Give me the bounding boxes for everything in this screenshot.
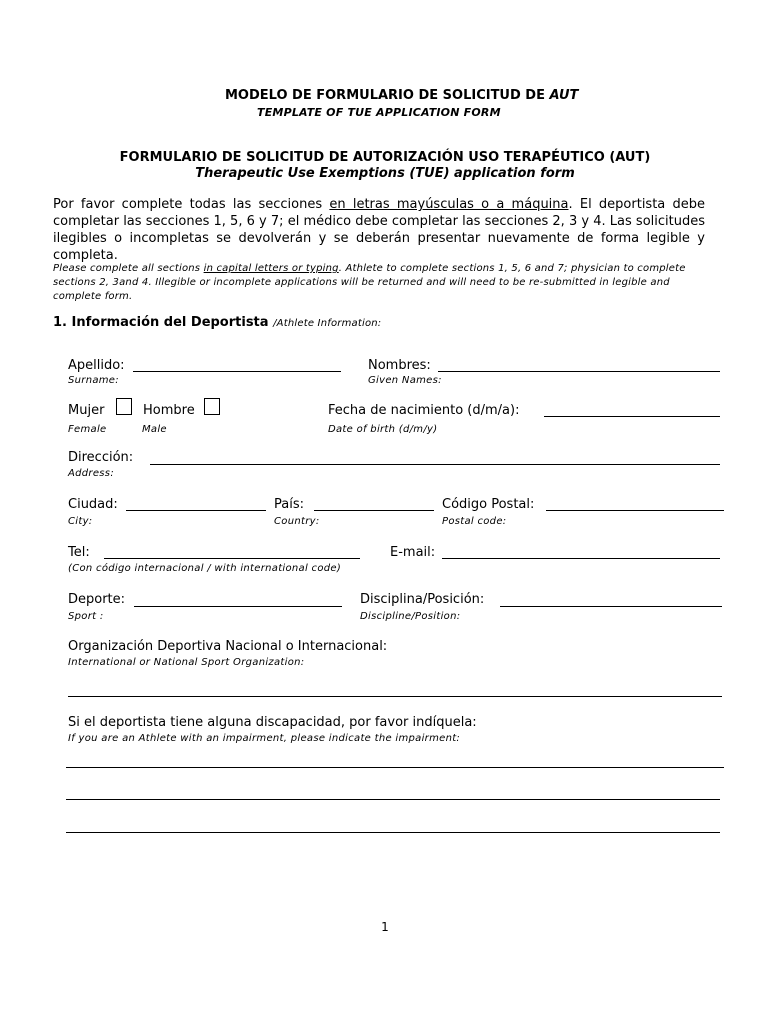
postal-code-label: Código Postal:	[442, 497, 535, 512]
section-1-heading-text: 1. Información del Deportista	[53, 315, 269, 330]
given-names-label: Nombres:	[368, 358, 431, 373]
sport-label-en: Sport :	[68, 611, 104, 622]
address-label-en: Address:	[68, 468, 114, 479]
city-field[interactable]	[126, 510, 266, 511]
country-label-en: Country:	[274, 516, 320, 527]
discipline-label-en: Discipline/Position:	[360, 611, 461, 622]
surname-label-en: Surname:	[68, 375, 119, 386]
phone-label: Tel:	[68, 545, 90, 560]
surname-label: Apellido:	[68, 358, 125, 373]
phone-label-en: (Con código internacional / with international code)	[68, 563, 342, 574]
country-label: País:	[274, 497, 304, 512]
impairment-field-line-1[interactable]	[66, 767, 724, 768]
surname-field[interactable]	[133, 371, 341, 372]
sport-organization-field[interactable]	[68, 696, 722, 697]
postal-code-label-en: Postal code:	[442, 516, 507, 527]
address-label: Dirección:	[68, 450, 134, 465]
male-label-en: Male	[142, 424, 167, 435]
female-label: Mujer	[68, 403, 105, 418]
form-title-es: FORMULARIO DE SOLICITUD DE AUTORIZACIÓN USO TERAPÉUTICO (AUT)	[119, 150, 651, 165]
intro-en-part2: . Athlete to complete sections 1, 5, 6 and 7; physician to complete sections 2, 3and 4. Illegible or incomplete applications will be returned and will need to be re-submitted in legible and complete form.	[53, 263, 686, 302]
page-number: 1	[381, 920, 389, 934]
form-title-en: Therapeutic Use Exemptions (TUE) application form	[195, 166, 575, 181]
intro-paragraph-en	[53, 262, 713, 304]
given-names-label-en: Given Names:	[368, 375, 442, 386]
intro-paragraph-es	[53, 196, 705, 264]
male-checkbox[interactable]	[204, 398, 220, 415]
discipline-field[interactable]	[500, 606, 722, 607]
form-model-title-aut: AUT	[549, 88, 579, 103]
impairment-field-line-3[interactable]	[66, 832, 720, 833]
intro-en-part1: Please complete all sections	[53, 263, 204, 274]
impairment-label-en: If you are an Athlete with an impairment, please indicate the impairment:	[68, 733, 461, 744]
discipline-label: Disciplina/Posición:	[360, 592, 485, 607]
sport-organization-label-en: International or National Sport Organization:	[68, 657, 305, 668]
given-names-field[interactable]	[438, 371, 720, 372]
male-label: Hombre	[143, 403, 195, 418]
city-label: Ciudad:	[68, 497, 118, 512]
dob-label-en: Date of birth (d/m/y)	[328, 424, 438, 435]
postal-code-field[interactable]	[546, 510, 724, 511]
sport-label: Deporte:	[68, 592, 126, 607]
country-field[interactable]	[314, 510, 434, 511]
intro-en-underlined: in capital letters or typing	[203, 263, 339, 274]
female-label-en: Female	[68, 424, 107, 435]
form-model-title-text: MODELO DE FORMULARIO DE SOLICITUD DE	[225, 88, 550, 103]
email-field[interactable]	[442, 558, 720, 559]
dob-label: Fecha de nacimiento (d/m/a):	[328, 403, 520, 418]
sport-organization-label: Organización Deportiva Nacional o Internacional:	[68, 639, 388, 654]
section-1-heading	[53, 315, 381, 330]
city-label-en: City:	[68, 516, 93, 527]
section-1-subheading: /Athlete Information:	[273, 318, 382, 329]
address-field[interactable]	[150, 464, 720, 465]
form-model-subtitle: TEMPLATE OF TUE APPLICATION FORM	[257, 106, 501, 119]
female-checkbox[interactable]	[116, 398, 132, 415]
sport-field[interactable]	[134, 606, 342, 607]
phone-field[interactable]	[104, 558, 360, 559]
intro-es-part2: . El deportista debe completar las secciones 1, 5, 6 y 7; el médico debe completar las secciones 2, 3 y 4. Las solicitudes ilegibles o incompletas se devolverán y se deberán presentar nuevamente de forma legible y completa.	[53, 197, 706, 263]
impairment-label: Si el deportista tiene alguna discapacidad, por favor indíquela:	[68, 715, 477, 730]
intro-es-part1: Por favor complete todas las secciones	[53, 197, 330, 212]
email-label: E-mail:	[390, 545, 436, 560]
intro-es-underlined: en letras mayúsculas o a máquina	[329, 197, 569, 212]
form-model-title	[225, 88, 578, 103]
impairment-field-line-2[interactable]	[66, 799, 720, 800]
dob-field[interactable]	[544, 416, 720, 417]
